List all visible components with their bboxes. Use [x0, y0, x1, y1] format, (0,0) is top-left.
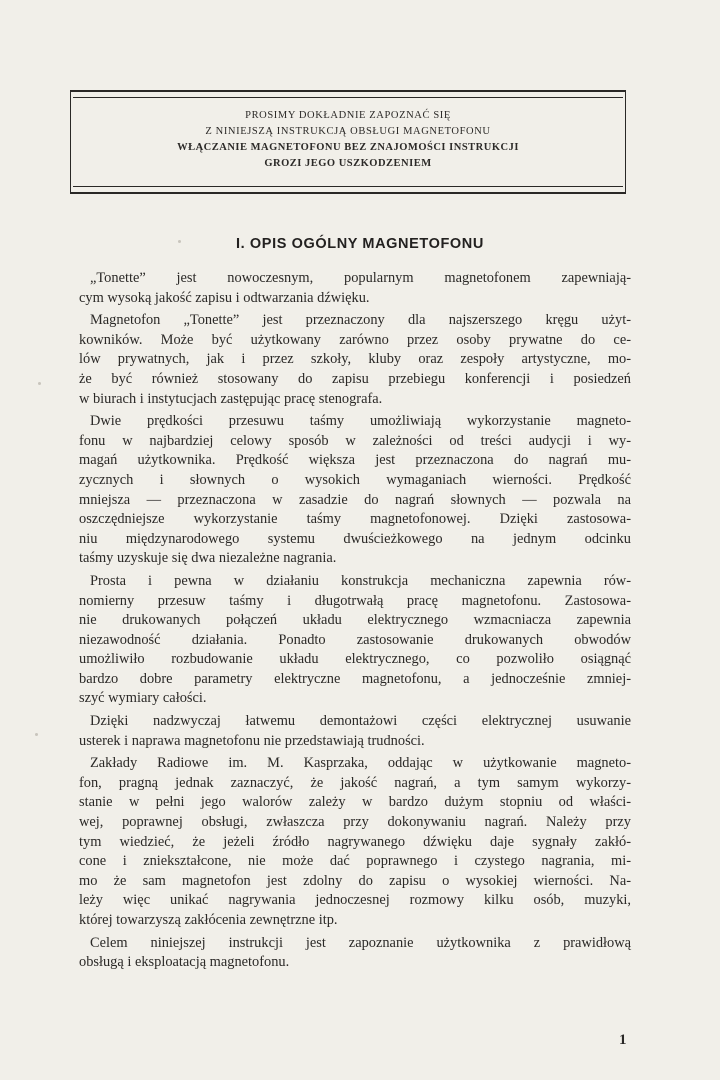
notice-box — [70, 90, 626, 194]
body-text — [79, 269, 631, 973]
paragraph — [79, 269, 631, 308]
paragraph-line: leży więc unikać nagrywania jednoczesnej rozmowy kilku osób, muzyki, — [79, 892, 631, 909]
paragraph-line: mniejsza — przeznaczona w zasadzie do nagrań słownych — pozwala na — [79, 491, 631, 508]
paragraph — [79, 934, 631, 973]
paragraph — [79, 712, 631, 751]
paragraph-line: lów prywatnych, jak i przez szkoły, kluby oraz zespoły artystyczne, mo- — [79, 351, 631, 368]
paragraph — [79, 311, 631, 409]
paragraph — [79, 412, 631, 569]
paragraph-line: taśmy uzyskuje się dwa niezależne nagrania. — [79, 550, 337, 567]
paragraph-line: nomierny przesuw taśmy i długotrwałą pracę magnetofonu. Zastosowa- — [79, 592, 631, 609]
page-number: 1 — [619, 1032, 627, 1048]
paragraph-line: obsługą i eksploatacją magnetofonu. — [79, 954, 290, 971]
paragraph-line: Magnetofon „Tonette” jest przeznaczony dla najszerszego kręgu użyt- — [90, 312, 631, 329]
notice-line-3: WŁĄCZANIE MAGNETOFONU BEZ ZNAJOMOŚCI INSTRUKCJI — [177, 142, 519, 153]
paragraph-line: cone i zniekształcone, nie może dać poprawnego i czystego nagrania, mi- — [79, 853, 631, 870]
paragraph-line: Dwie prędkości przesuwu taśmy umożliwiają wykorzystanie magneto- — [90, 413, 631, 430]
paragraph-line: Prosta i pewna w działaniu konstrukcja mechaniczna zapewnia rów- — [90, 572, 631, 589]
paragraph-line: cym wysoką jakość zapisu i odtwarzania dźwięku. — [79, 289, 370, 306]
paragraph — [79, 754, 631, 930]
paragraph — [79, 572, 631, 709]
paragraph-line: szyć wymiary całości. — [79, 690, 207, 707]
paragraph-line: fon, pragną jednak zaznaczyć, że jakość nagrań, a tym samym wykorzy- — [79, 774, 631, 791]
paragraph-line: bardzo dobre parametry elektryczne magnetofonu, a jednocześnie zmniej- — [79, 670, 631, 687]
paper-speck — [38, 382, 41, 385]
paragraph-line: usterek i naprawa magnetofonu nie przedstawiają trudności. — [79, 732, 425, 749]
paragraph-line: fonu w najbardziej celowy sposób w zależności od treści audycji i wy- — [79, 432, 631, 449]
paper-speck — [35, 733, 38, 736]
paragraph-line: oszczędniejsze wykorzystanie taśmy magnetofonowej. Dzięki zastosowa- — [79, 511, 631, 528]
paragraph-line: zycznych i słownych o wysokich wymaganiach wierności. Prędkość — [79, 471, 631, 488]
paragraph-line: w biurach i instytucjach zastępując pracę stenografa. — [79, 390, 383, 407]
paragraph-line: wej, poprawnej obsługi, zwłaszcza przy dokonywaniu nagrań. Należy przy — [79, 814, 631, 831]
paragraph-line: kowników. Może być użytkowany zarówno przez osoby prywatne do ce- — [79, 331, 631, 348]
paragraph-line: niezawodność działania. Ponadto zastosowanie drukowanych obwodów — [79, 631, 631, 648]
paragraph-line: „Tonette” jest nowoczesnym, popularnym magnetofonem zapewniają- — [90, 270, 631, 286]
notice-line-2: Z NINIEJSZĄ INSTRUKCJĄ OBSŁUGI MAGNETOFONU — [205, 126, 491, 137]
paragraph-line: magań użytkownika. Prędkość większa jest przeznaczona do nagrań mu- — [79, 452, 631, 469]
paragraph-line: której towarzyszą zakłócenia zewnętrzne itp. — [79, 912, 338, 928]
paragraph-line: tym wiedzieć, że jeżeli źródło nagrywanego dźwięku daje sygnały zakłó- — [79, 833, 631, 850]
paragraph-line: umożliwiło rozbudowanie układu elektrycznego, co pozwoliło osiągnąć — [79, 651, 631, 668]
paragraph-line: stanie w pełni jego walorów zależy w bardzo dużym stopniu od właści- — [79, 794, 631, 811]
section-title: I. OPIS OGÓLNY MAGNETOFONU — [236, 236, 484, 252]
notice-line-1: PROSIMY DOKŁADNIE ZAPOZNAĆ SIĘ — [245, 110, 451, 121]
paragraph-line: Celem niniejszej instrukcji jest zapoznanie użytkownika z prawidłową — [90, 934, 631, 951]
notice-text — [73, 97, 623, 187]
paragraph-line: niu międzynarodowego systemu dwuścieżkowego na jednym odcinku — [79, 530, 631, 547]
paragraph-line: Zakłady Radiowe im. M. Kasprzaka, oddając w użytkowanie magneto- — [90, 755, 631, 772]
paragraph-line: mo że sam magnetofon jest zdolny do zapisu o wysokiej wierności. Na- — [79, 872, 631, 889]
paragraph-line: nie drukowanych połączeń układu elektrycznego wzmacniacza zapewnia — [79, 612, 631, 629]
notice-line-4: GROZI JEGO USZKODZENIEM — [264, 158, 432, 169]
paragraph-line: Dzięki nadzwyczaj łatwemu demontażowi części elektrycznej usuwanie — [90, 713, 631, 730]
paragraph-line: że być również stosowany do zapisu przebiegu konferencji i posiedzeń — [79, 370, 631, 387]
